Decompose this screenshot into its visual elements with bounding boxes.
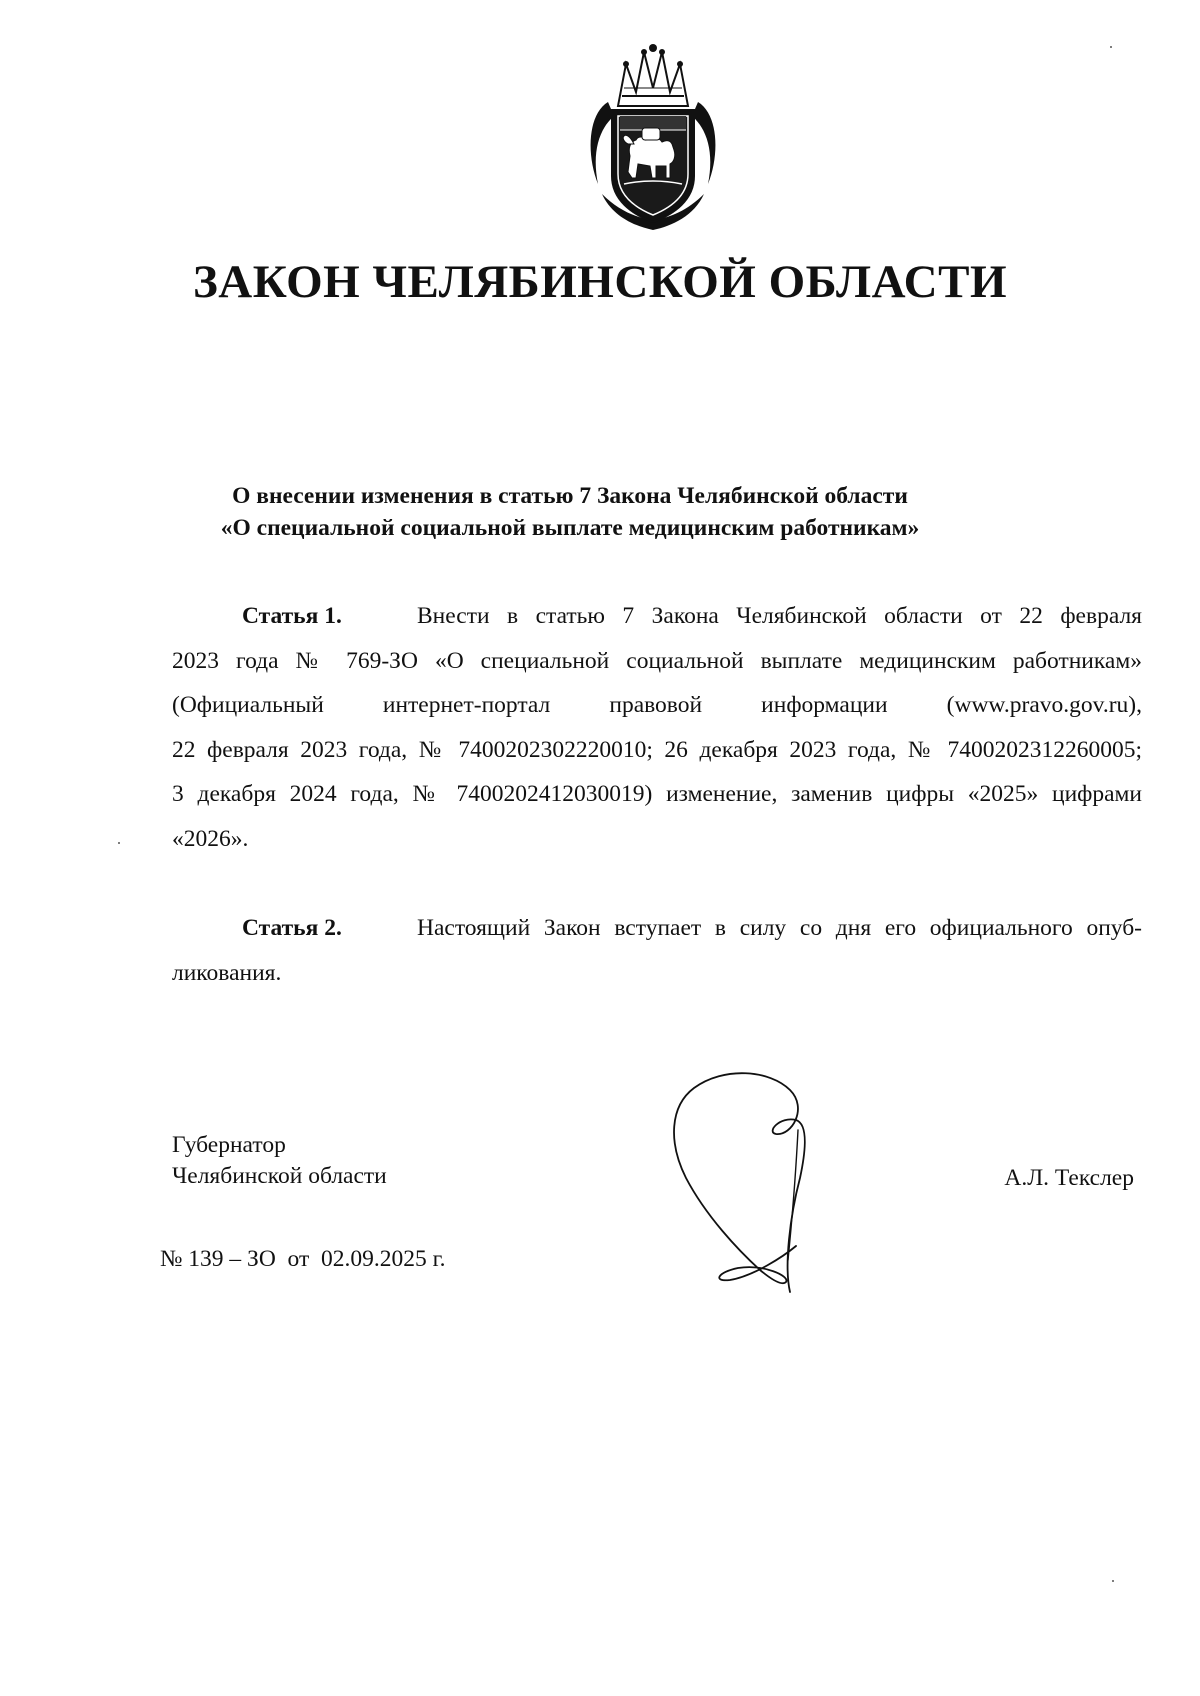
law-subtitle xyxy=(150,480,990,544)
subtitle-line: О внесении изменения в статью 7 Закона Челябинской области xyxy=(232,483,908,509)
article-1-text-line: 3 декабря 2024 года, № 7400202412030019) изменение, заменив цифры «2025» цифрами xyxy=(172,781,1142,807)
article-1-text-line: «2026». xyxy=(172,825,249,852)
signatory-position-line: Губернатор xyxy=(172,1132,286,1158)
scan-speck xyxy=(118,842,120,844)
scan-speck xyxy=(1110,46,1112,48)
scan-speck xyxy=(1112,1580,1114,1582)
subtitle-line: «О специальной социальной выплате медицинским работникам» xyxy=(220,515,920,541)
handwritten-signature-icon xyxy=(672,1060,882,1300)
article-2-heading: Статья 2. xyxy=(242,915,342,941)
article-2-text-line: ликования. xyxy=(172,959,282,986)
article-1-text-line: 2023 года № 769-ЗО «О специальной социальной выплате медицинским работникам» xyxy=(172,647,1142,674)
signatory-position-line: Челябинской области xyxy=(172,1163,387,1189)
signatory-position xyxy=(172,1130,387,1192)
article-1-text-line: (Официальный интернет-портал правовой информации (www.pravo.gov.ru), xyxy=(172,692,1142,718)
article-2 xyxy=(172,906,1142,995)
article-1 xyxy=(172,594,1142,861)
law-number-and-date: № 139 – ЗО от 02.09.2025 г. xyxy=(160,1246,446,1272)
document-title: ЗАКОН ЧЕЛЯБИНСКОЙ ОБЛАСТИ xyxy=(192,256,1008,308)
article-1-text-line: Внести в статью 7 Закона Челябинской области от 22 февраля xyxy=(417,603,1142,629)
article-1-text-line: 22 февраля 2023 года, № 7400202302220010; 26 декабря 2023 года, № 7400202312260005; xyxy=(172,736,1142,763)
article-1-first-line xyxy=(172,594,1142,639)
chelyabinsk-coat-of-arms-icon xyxy=(578,44,728,234)
article-2-text-line: Настоящий Закон вступает в силу со дня его официального опуб- xyxy=(417,915,1142,941)
signatory-name: А.Л. Текслер xyxy=(1004,1165,1134,1191)
article-2-first-line xyxy=(172,906,1142,951)
article-1-heading: Статья 1. xyxy=(242,603,342,629)
